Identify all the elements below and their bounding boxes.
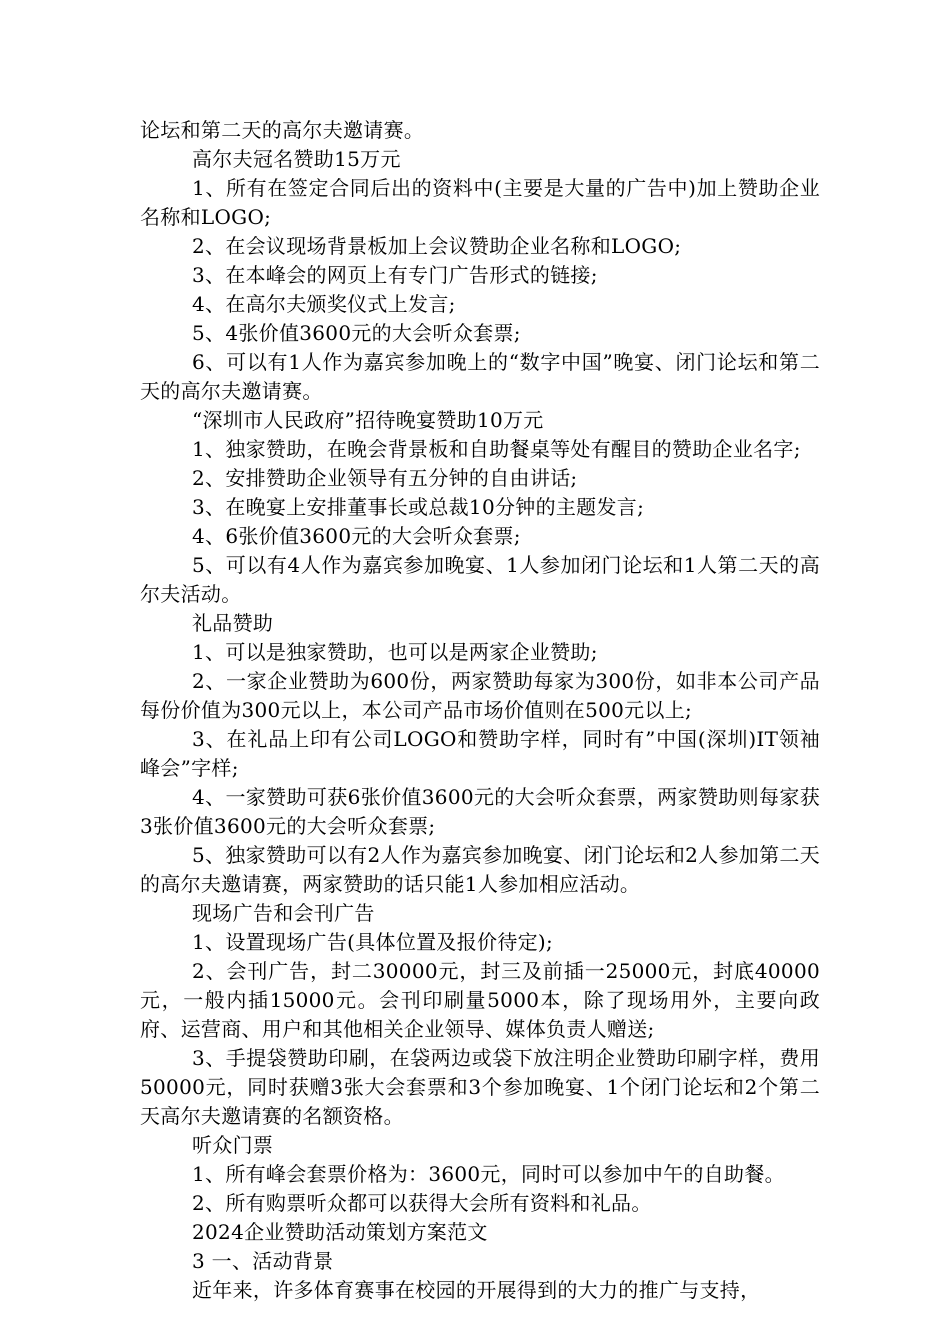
- paragraph: 3、在本峰会的网页上有专门广告形式的链接;: [192, 263, 598, 287]
- paragraph: 2、所有购票听众都可以获得大会所有资料和礼品。: [192, 1191, 652, 1215]
- paragraph: 4、在高尔夫颁奖仪式上发言;: [192, 292, 456, 316]
- paragraph: 3 一、活动背景: [192, 1249, 334, 1273]
- paragraph: 论坛和第二天的高尔夫邀请赛。: [140, 118, 425, 142]
- paragraph: 近年来，许多体育赛事在校园的开展得到的大力的推广与支持，: [192, 1278, 761, 1302]
- paragraph: 3、在晚宴上安排董事长或总裁10分钟的主题发言;: [192, 495, 645, 519]
- paragraph: 1、所有在签定合同后出的资料中(主要是大量的广告中)加上赞助企业名称和LOGO;: [140, 176, 820, 229]
- paragraph: 1、所有峰会套票价格为：3600元，同时可以参加中午的自助餐。: [192, 1162, 785, 1186]
- paragraph: 3、在礼品上印有公司LOGO和赞助字样，同时有”中国(深圳)IT领袖峰会”字样;: [140, 727, 820, 780]
- paragraph: “深圳市人民政府”招待晚宴赞助10万元: [192, 408, 544, 432]
- paragraph: 1、可以是独家赞助，也可以是两家企业赞助;: [192, 640, 598, 664]
- paragraph: 现场广告和会刊广告: [192, 901, 375, 925]
- paragraph: 4、6张价值3600元的大会听众套票;: [192, 524, 521, 548]
- paragraph: 4、一家赞助可获6张价值3600元的大会听众套票，两家赞助则每家获3张价值3600元的大会听众套票;: [140, 785, 820, 838]
- paragraph: 6、可以有1人作为嘉宾参加晚上的“数字中国”晚宴、闭门论坛和第二天的高尔夫邀请赛。: [140, 350, 820, 403]
- paragraph: 2、会刊广告，封二30000元，封三及前插一25000元，封底40000元，一般内插15000元。会刊印刷量5000本，除了现场用外，主要向政府、运营商、用户和其他相关企业领导、媒体负责人赠送;: [140, 959, 820, 1041]
- document-body: [140, 116, 820, 1305]
- paragraph: 高尔夫冠名赞助15万元: [192, 147, 401, 171]
- paragraph: 2、一家企业赞助为600份，两家赞助每家为300份，如非本公司产品每份价值为300元以上，本公司产品市场价值则在500元以上;: [140, 669, 820, 722]
- paragraph: 2、在会议现场背景板加上会议赞助企业名称和LOGO;: [192, 234, 682, 258]
- paragraph: 礼品赞助: [192, 611, 274, 635]
- paragraph: 1、设置现场广告(具体位置及报价待定);: [192, 930, 554, 954]
- paragraph: 5、独家赞助可以有2人作为嘉宾参加晚宴、闭门论坛和2人参加第二天的高尔夫邀请赛，两家赞助的话只能1人参加相应活动。: [140, 843, 820, 896]
- paragraph: 1、独家赞助，在晚会背景板和自助餐桌等处有醒目的赞助企业名字;: [192, 437, 801, 461]
- paragraph: 5、可以有4人作为嘉宾参加晚宴、1人参加闭门论坛和1人第二天的高尔夫活动。: [140, 553, 820, 606]
- paragraph: 2、安排赞助企业领导有五分钟的自由讲话;: [192, 466, 578, 490]
- paragraph: 2024企业赞助活动策划方案范文: [192, 1220, 488, 1244]
- paragraph: 听众门票: [192, 1133, 274, 1157]
- paragraph: 5、4张价值3600元的大会听众套票;: [192, 321, 521, 345]
- paragraph: 3、手提袋赞助印刷，在袋两边或袋下放注明企业赞助印刷字样，费用50000元，同时获赠3张大会套票和3个参加晚宴、1个闭门论坛和2个第二天高尔夫邀请赛的名额资格。: [140, 1046, 820, 1128]
